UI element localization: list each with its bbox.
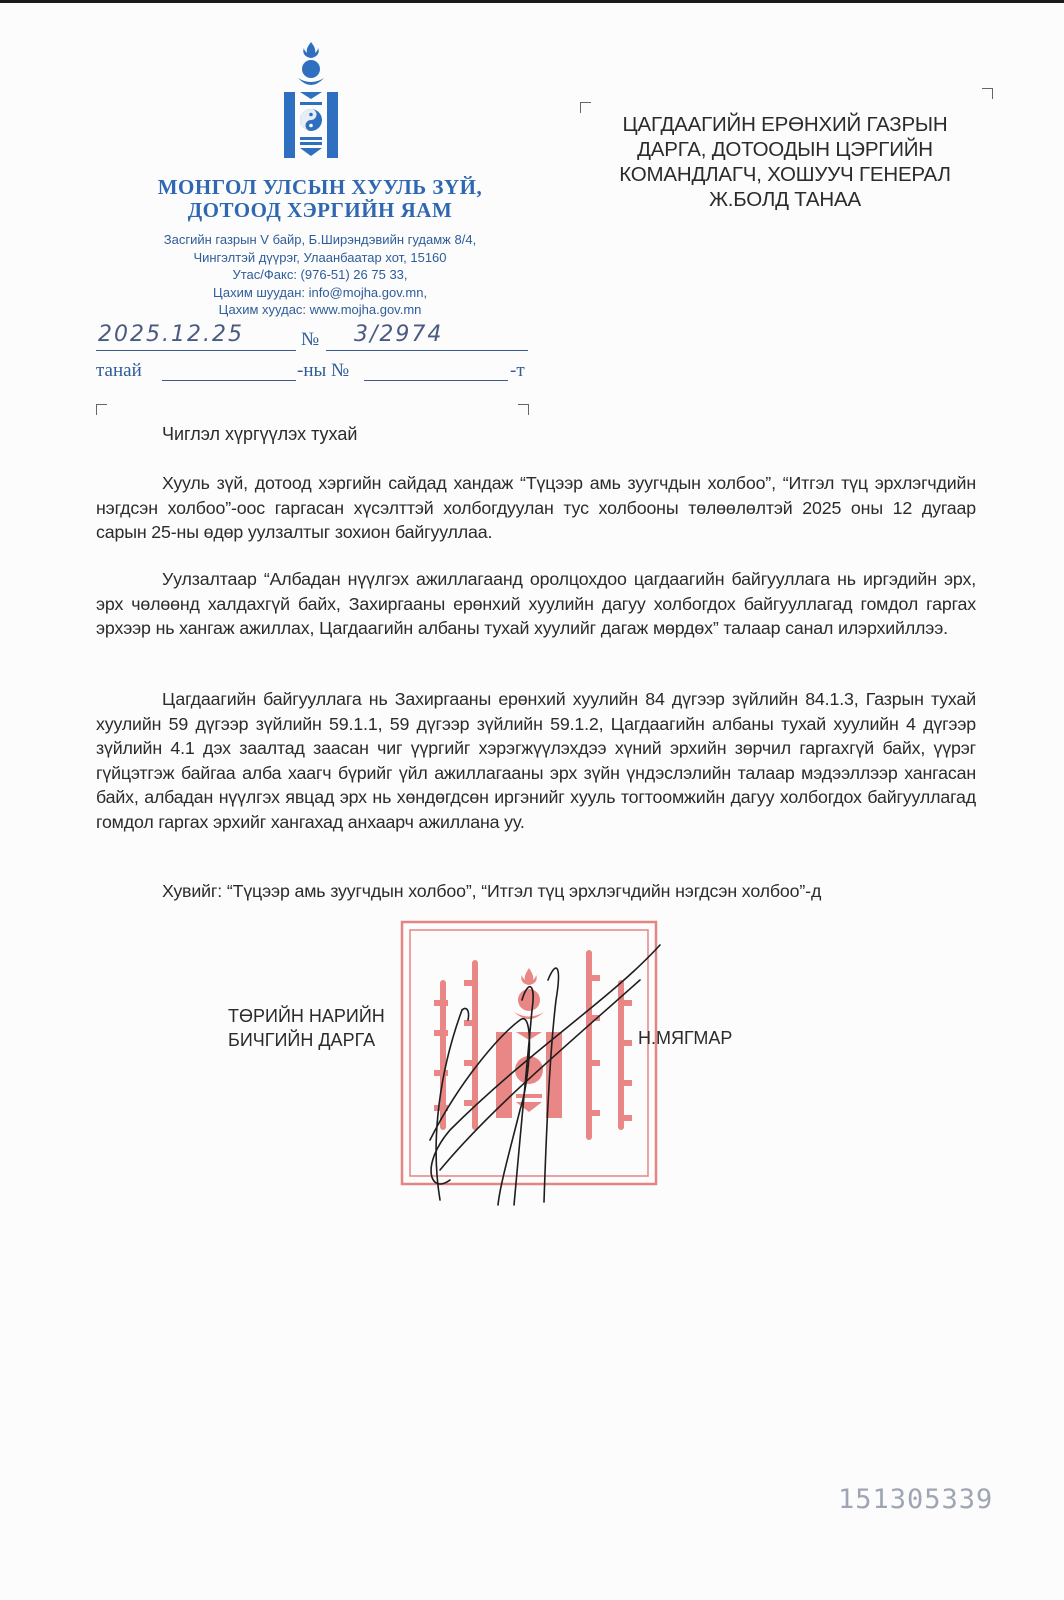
incoming-reference-row xyxy=(96,360,528,386)
number-underline xyxy=(326,350,528,351)
organization-address xyxy=(100,231,540,319)
recipient-bracket-right xyxy=(982,88,993,99)
outgoing-number: 3/2974 xyxy=(354,322,444,347)
address-line: Чингэлтэй дүүрэг, Улаанбаатар хот, 15160 xyxy=(193,249,447,265)
handwritten-signature-icon xyxy=(410,940,680,1210)
subject-bracket-right xyxy=(518,404,529,415)
yours-date-line xyxy=(162,380,296,381)
phone-fax-line: Утас/Факс: (976-51) 26 75 33, xyxy=(232,267,408,282)
subject-bracket-left xyxy=(96,404,107,415)
body-paragraph: Цагдаагийн байгууллага нь Захиргааны ерөнхий хуулийн 84 дүгээр зүйлийн 84.1.3, Газрын тухай хуулийн 59 дүгээр зүйлийн 59.1.1, 59 дүгээр зүйлийн 59.1.2, Цагдаагийн албаны тухай хуулийн 4 дүгээр зүйлийн 4.1 дэх заалтад заасан чиг үүргийг хэрэгжүүлэхдээ хүний эрхийн зөрчил гаргахгүй байх, үүрэг гүйцэтгэж байгаа алба хаагч бүрийг үйл ажиллагааны эрх зүйн үндэслэлийн талаар мэдээллээр хангасан байх, албадан нүүлгэх явцад эрх нь хөндөгдсөн иргэнийг хууль тогтоомжийн дагуу холбогдох байгууллагад гомдол гаргах эрхийг хангахад анхаарч ажиллана уу. xyxy=(96,689,976,832)
yours-number-suffix: -т xyxy=(510,360,525,381)
recipient-line: КОМАНДЛАГЧ, ХОШУУЧ ГЕНЕРАЛ xyxy=(619,163,951,186)
recipient-address xyxy=(596,112,974,212)
recipient-bracket-left xyxy=(580,102,591,113)
yours-label: танай xyxy=(96,360,142,381)
letter-subject: Чиглэл хүргүүлэх тухай xyxy=(162,424,358,444)
address-line: Засгийн газрын V байр, Б.Ширэндэвийн гудамж 8/4, xyxy=(163,232,477,247)
copy-to-line: Хувийг: “Түцээр амь зуугчдын холбоо”, “Итгэл түц эрхлэгчдийн нэгдсэн холбоо”-д xyxy=(162,881,822,901)
top-edge-border xyxy=(0,0,1064,3)
signer-title-line1: ТӨРИЙН НАРИЙН xyxy=(228,1006,385,1026)
organization-name-line1: МОНГОЛ УЛСЫН ХУУЛЬ ЗҮЙ, xyxy=(157,175,483,199)
yours-date-suffix: -ны № xyxy=(297,360,350,381)
email-line: Цахим шуудан: info@mojha.gov.mn, xyxy=(212,284,428,300)
yours-number-line xyxy=(364,380,508,381)
date-underline xyxy=(96,350,296,351)
recipient-line: ЦАГДААГИЙН ЕРӨНХИЙ ГАЗРЫН xyxy=(622,113,948,136)
signer-name: Н.МЯГМАР xyxy=(638,1028,733,1048)
recipient-line: Ж.БОЛД ТАНАА xyxy=(709,188,861,211)
organization-name-line2: ДОТООД ХЭРГИЙН ЯАМ xyxy=(187,198,453,222)
outgoing-reference-row xyxy=(96,322,528,352)
signer-title xyxy=(228,1004,385,1052)
recipient-line: ДАРГА, ДОТООДЫН ЦЭРГИЙН xyxy=(637,138,933,161)
outgoing-date: 2025.12.25 xyxy=(98,322,244,347)
soyombo-emblem-icon xyxy=(284,42,338,160)
registration-number-stamp: 151305339 xyxy=(838,1484,994,1515)
signer-title-line2: БИЧГИЙН ДАРГА xyxy=(228,1030,376,1050)
number-label: № xyxy=(301,329,320,350)
organization-name xyxy=(100,176,540,222)
body-paragraph: Хууль зүй, дотоод хэргийн сайдад хандаж “Түцээр амь зуугчдын холбоо”, “Итгэл түц эрхлэгчдийн нэгдсэн холбоо”-оос гаргасан хүсэлттэй холбогдуулан тус холбооны төлөөлөлтэй 2025 оны 12 дугаар сарын 25-ны өдөр уулзалтыг зохион байгууллаа. xyxy=(96,473,976,542)
body-paragraph: Уулзалтаар “Албадан нүүлгэх ажиллагаанд оролцохдоо цагдаагийн байгууллага нь иргэдийн эрх, эрх чөлөөнд халдахгүй байх, Захиргааны ерөнхий хуулийн дагуу холбогдох байгууллагад гомдол гаргах эрхээр нь хангаж ажиллах, Цагдаагийн албаны тухай хуулийг дагаж мөрдөх” талаар санал илэрхийллээ. xyxy=(96,569,976,638)
website-line: Цахим хуудас: www.mojha.gov.mn xyxy=(218,302,422,317)
